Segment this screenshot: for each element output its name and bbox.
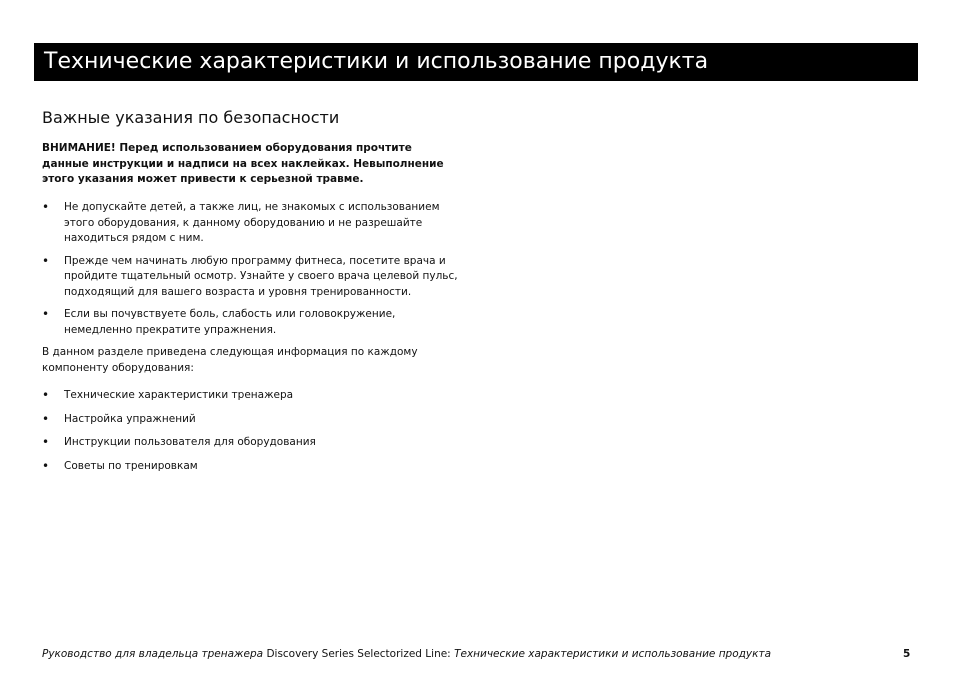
- list-item: • Не допускайте детей, а также лиц, не знакомых с использованием этого оборудования, к данному оборудованию и не разрешайте находиться рядом с ним.: [42, 200, 440, 244]
- bullet-icon: •: [42, 253, 50, 268]
- list-item: • Если вы почувствуете боль, слабость или головокружение, немедленно прекратите упражнения.: [42, 307, 396, 336]
- bullet-icon: •: [42, 200, 50, 214]
- footer-section-title: Технические характеристики и использование продукта: [454, 648, 772, 660]
- bullet-icon: •: [42, 435, 50, 449]
- warning-text: ВНИМАНИЕ! Перед использованием оборудования прочтите данные инструкции и надписи на всех наклейках. Невыполнение этого указания может привести к серьезной травме.: [42, 142, 444, 185]
- list-item: • Настройка упражнений: [42, 411, 196, 426]
- bullet-icon: •: [42, 411, 50, 426]
- components-intro: В данном разделе приведена следующая информация по каждому компоненту оборудования:: [42, 346, 418, 374]
- list-item: • Технические характеристики тренажера: [42, 388, 294, 402]
- footer-manual-title: Руководство для владельца тренажера: [42, 648, 264, 660]
- safety-list: [42, 200, 462, 345]
- list-item: • Прежде чем начинать любую программу фитнеса, посетите врача и пройдите тщательный осмотр. Узнайте у своего врача целевой пульс, подходящий для вашего возраста и уровня тренированности.: [42, 253, 458, 298]
- section-heading: Важные указания по безопасности: [42, 108, 340, 127]
- page-number: 5: [903, 648, 911, 660]
- footer: [42, 648, 771, 660]
- footer-product-line: Discovery Series Selectorized Line:: [266, 648, 451, 660]
- list-item: • Инструкции пользователя для оборудования: [42, 435, 316, 449]
- page-title-bar: [34, 43, 918, 81]
- bullet-icon: •: [42, 458, 50, 473]
- page-title: Технические характеристики и использование продукта: [44, 49, 709, 74]
- components-list: [42, 388, 462, 482]
- bullet-icon: •: [42, 307, 50, 321]
- list-item: • Советы по тренировкам: [42, 458, 198, 473]
- bullet-icon: •: [42, 388, 50, 402]
